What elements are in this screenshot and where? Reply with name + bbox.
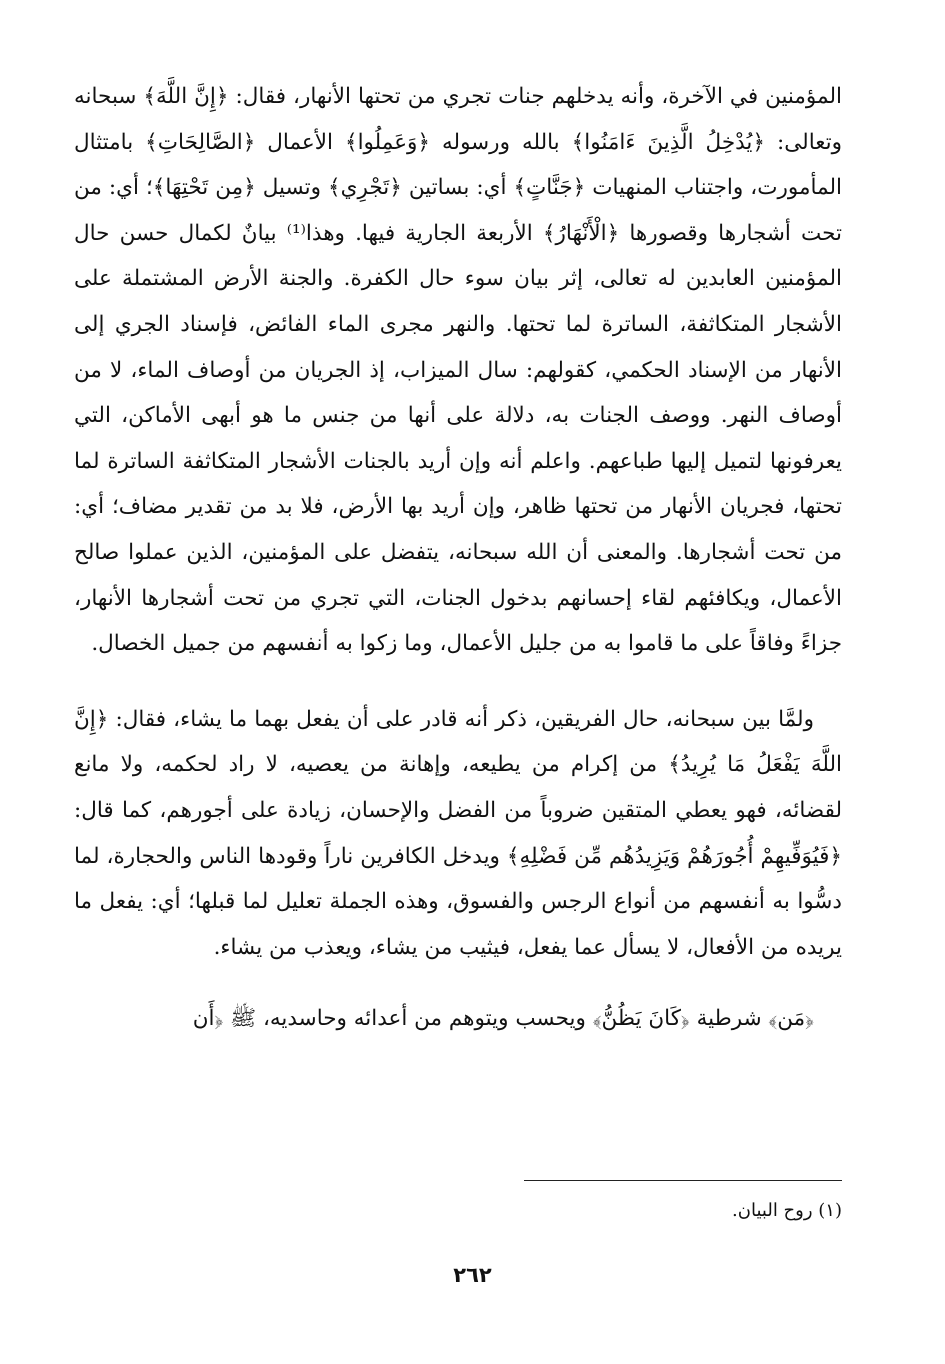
footnote: (١) روح البيان. [732, 1200, 842, 1221]
paragraph-tafsir-3: ﴿مَن﴾ شرطية ﴿كَانَ يَظُنُّ﴾ ويحسب ويتوهم من أعدائه وحاسديه، ﷺ ﴿أَن [192, 1006, 814, 1032]
page-body [74, 74, 842, 1042]
paragraph-tafsir-1: المؤمنين في الآخرة، وأنه يدخلهم جنات تجري من تحتها الأنهار، فقال: ﴿إِنَّ اللَّهَ﴾ سبحانه وتعالى: ﴿يُدْخِلُ الَّذِينَ ءَامَنُوا﴾ بالله ورسوله ﴿وَعَمِلُوا﴾ الأعمال ﴿الصَّالِحَاتِ﴾ بامتثال المأمورت، واجتناب المنهيات ﴿جَنَّاتٍ﴾ أي: بساتين ﴿تَجْرِي﴾ وتسيل ﴿مِن تَحْتِهَا﴾؛ أي: من تحت أشجارها وقصورها ﴿الْأَنْهَارُ﴾ الأربعة الجارية فيها. وهذا⁽¹⁾ بيانٌ لكمال حسن حال المؤمنين العابدين له تعالى، إثر بيان سوء حال الكفرة. والجنة الأرض المشتملة على الأشجار المتكاثفة، الساترة لما تحتها. والنهر مجرى الماء الفائض، فإسناد الجري إلى الأنهار من الإسناد الحكمي، كقولهم: سال الميزاب، إذ الجريان من أوصاف الماء، لا من أوصاف النهر. ووصف الجنات به، دلالة على أنها من جنس ما هو أبهى الأماكن، التي يعرفونها لتميل إليها طباعهم. واعلم أنه وإن أريد بالجنات الأشجار المتكاثفة الساترة لما تحتها، فجريان الأنهار من تحتها ظاهر، وإن أريد بها الأرض، فلا بد من تقدير مضاف؛ أي: من تحت أشجارها. والمعنى أن الله سبحانه، يتفضل على المؤمنين، الذين عملوا صالح الأعمال، ويكافئهم لقاء إحسانهم بدخول الجنات، التي تجري من تحت أشجارها الأنهار، جزاءً وفاقاً على ما قاموا به من جليل الأعمال، وما زكوا به أنفسهم من جميل الخصال. [74, 84, 842, 657]
page-number: ٢٦٢ [453, 1263, 492, 1287]
footnote-divider [524, 1180, 842, 1181]
paragraph-tafsir-2: ولمَّا بين سبحانه، حال الفريقين، ذكر أنه قادر على أن يفعل بهما ما يشاء، فقال: ﴿إِنَّ اللَّهَ يَفْعَلُ مَا يُرِيدُ﴾ من إكرام من يطيعه، وإهانة من يعصيه، لا راد لحكمه، ولا مانع لقضائه، فهو يعطي المتقين ضروباً من الفضل والإحسان، زيادة على أجورهم، كما قال: ﴿فَيُوَفِّيهِمْ أُجُورَهُمْ وَيَزِيدُهُم مِّن فَضْلِهِ﴾ ويدخل الكافرين ناراً وقودها الناس والحجارة، لما دسُّوا به أنفسهم من أنواع الرجس والفسوق، وهذه الجملة تعليل لما قبلها؛ أي: يفعل ما يريده من الأفعال، لا يسأل عما يفعل، فيثيب من يشاء، ويعذب من يشاء. [74, 706, 842, 960]
